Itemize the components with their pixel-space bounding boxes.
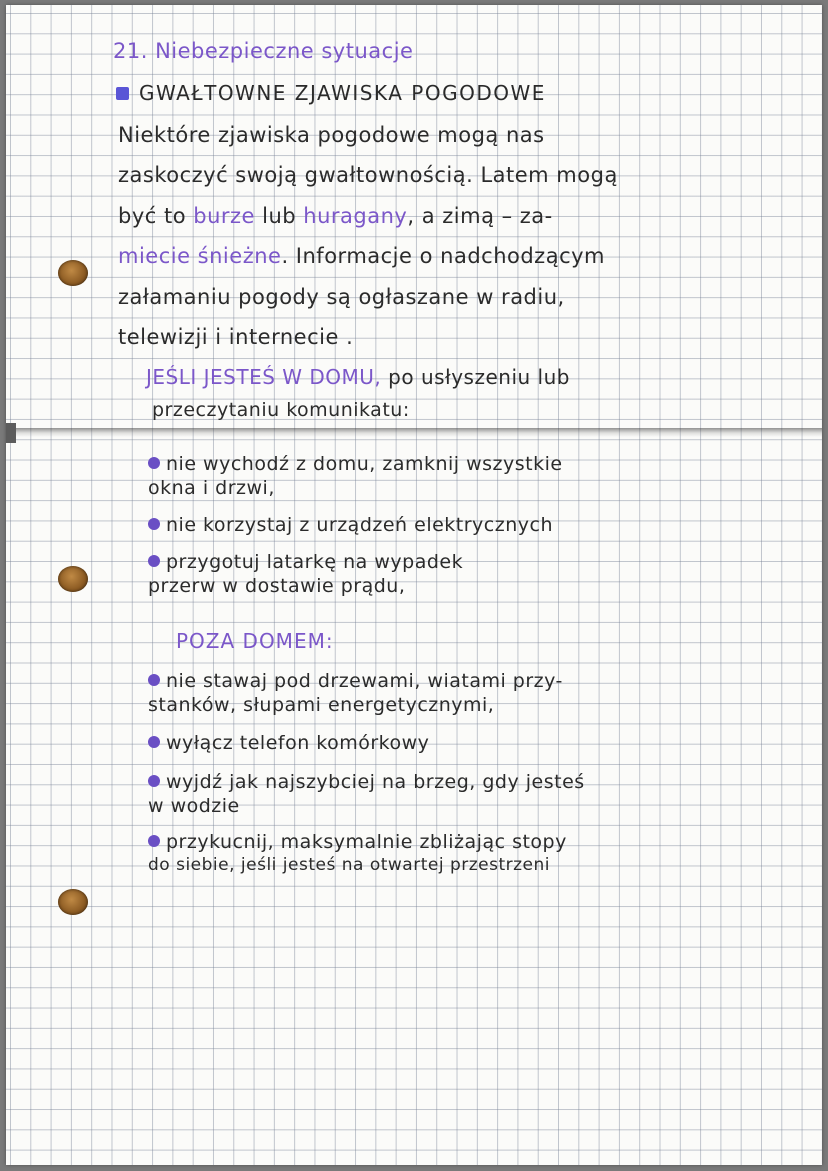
home-heading: JEŚLI JESTEŚ W DOMU, <box>146 365 382 389</box>
outside-item-3-cont: w wodzie <box>148 795 240 817</box>
list-item-text: nie stawaj pod drzewami, wiatami przy- <box>166 670 563 692</box>
bullet-dot-icon <box>148 457 160 469</box>
page-fold <box>6 428 822 437</box>
intro-line-2: zaskoczyć swoją gwałtownością. Latem mogą <box>118 163 618 187</box>
bullet-dot-icon <box>148 736 160 748</box>
bullet-dot-icon <box>148 674 160 686</box>
home-heading-line-2: przeczytaniu komunikatu: <box>152 399 410 421</box>
notebook-page <box>6 5 822 1165</box>
home-item-2 <box>148 514 553 536</box>
outside-item-1-cont: stanków, słupami energetycznymi, <box>148 694 495 716</box>
intro-line-1: Niektóre zjawiska pogodowe mogą nas <box>118 123 545 147</box>
bullet-dot-icon <box>148 835 160 847</box>
intro-line-6: telewizji i internecie . <box>118 325 354 349</box>
outside-item-2 <box>148 732 429 754</box>
binder-hole-top <box>58 260 88 286</box>
list-item-text: wyłącz telefon komórkowy <box>166 732 430 754</box>
home-item-3 <box>148 551 463 573</box>
intro-line-4 <box>118 244 605 268</box>
list-item-text: przygotuj latarkę na wypadek <box>166 551 464 573</box>
bullet-dot-icon <box>148 518 160 530</box>
blizzards-term: miecie śnieżne <box>118 244 282 268</box>
outside-item-4 <box>148 831 567 853</box>
bullet-dot-icon <box>148 555 160 567</box>
intro-text: lub <box>254 204 304 228</box>
square-bullet-icon <box>116 87 129 100</box>
home-item-1 <box>148 453 563 475</box>
home-item-3-cont: przerw w dostawie prądu, <box>148 575 406 597</box>
intro-text: . Informacje o nadchodzącym <box>281 244 606 268</box>
section-heading <box>116 81 546 105</box>
intro-line-5: załamaniu pogody są ogłaszane w radiu, <box>118 285 565 309</box>
outside-item-4-cont: do siebie, jeśli jesteś na otwartej przestrzeni <box>148 855 551 875</box>
outside-item-1 <box>148 670 563 692</box>
section-heading-text: GWAŁTOWNE ZJAWISKA POGODOWE <box>139 81 546 105</box>
list-item-text: nie korzystaj z urządzeń elektrycznych <box>166 514 553 536</box>
hurricanes-term: huragany <box>303 204 408 228</box>
home-heading-rest: po usłyszeniu lub <box>381 365 570 389</box>
intro-text: być to <box>118 204 194 228</box>
intro-line-3 <box>118 204 553 228</box>
outside-item-3 <box>148 771 585 793</box>
bullet-dot-icon <box>148 775 160 787</box>
intro-text: , a zimą – za- <box>407 204 553 228</box>
home-heading-line <box>146 365 570 389</box>
list-item-text: nie wychodź z domu, zamknij wszystkie <box>166 453 563 475</box>
list-item-text: wyjdź jak najszybciej na brzeg, gdy jesteś <box>166 771 585 793</box>
page-title: 21. Niebezpieczne sytuacje <box>113 39 414 63</box>
binder-hole-middle <box>58 566 88 592</box>
storms-term: burze <box>193 204 255 228</box>
fold-shadow <box>6 423 16 443</box>
list-item-text: przykucnij, maksymalnie zbliżając stopy <box>166 831 567 853</box>
home-item-1-cont: okna i drzwi, <box>148 477 275 499</box>
binder-hole-bottom <box>58 889 88 915</box>
outside-heading: POZA DOMEM: <box>176 629 334 653</box>
